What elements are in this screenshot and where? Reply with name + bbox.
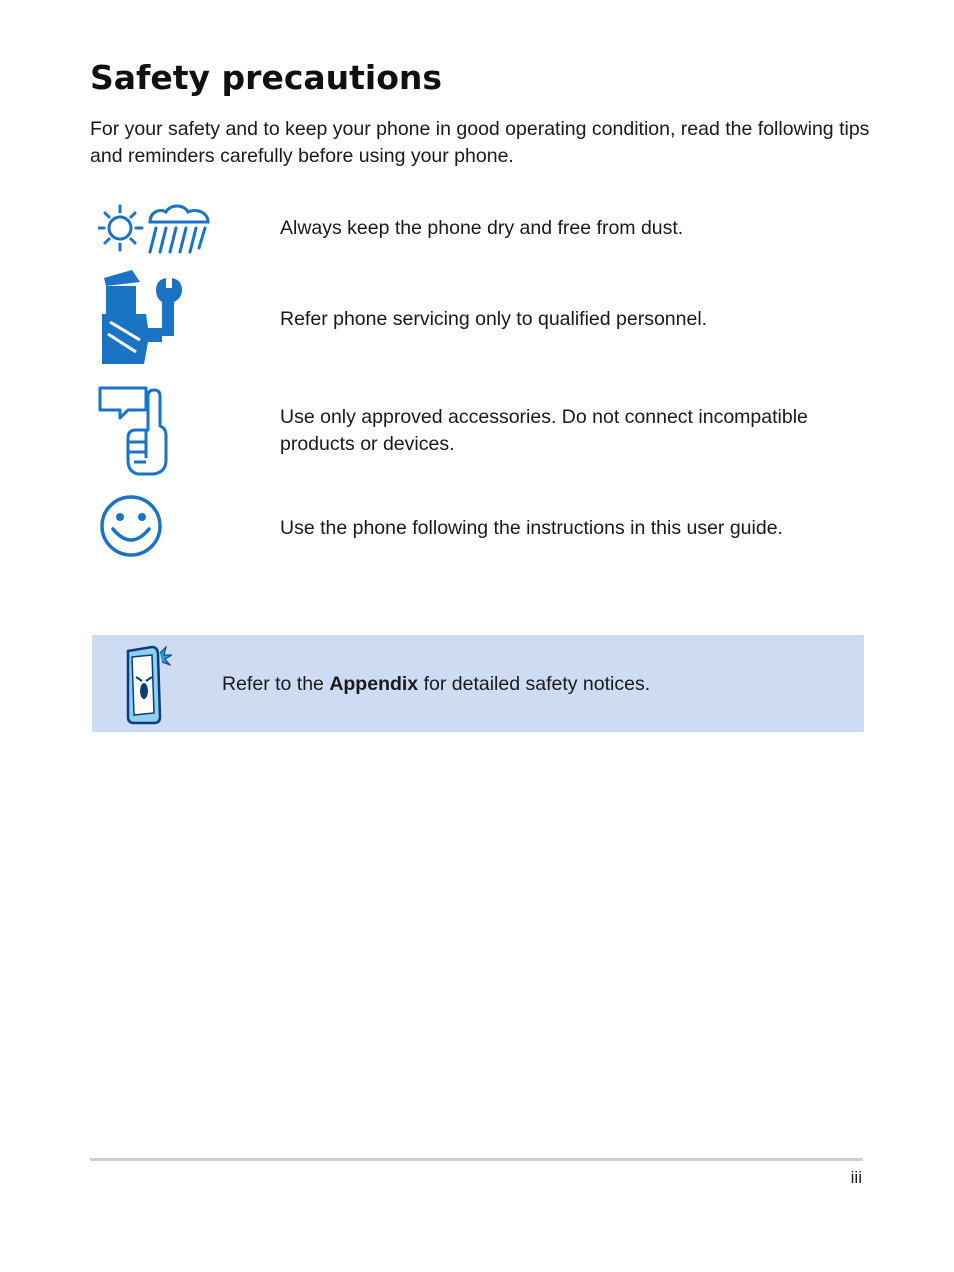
phone-alert-icon <box>122 643 172 730</box>
intro-paragraph: For your safety and to keep your phone in good operating condition, read the following tips and reminders carefully before using your phone. <box>90 118 870 167</box>
note-text <box>222 671 650 698</box>
service-technician-wrench-icon <box>100 268 190 366</box>
smiley-face-icon <box>98 493 164 559</box>
page-number: iii <box>850 1168 862 1187</box>
weather-sun-rain-icon <box>98 200 214 258</box>
note-suffix: for detailed safety notices. <box>418 673 651 695</box>
item-text-accessories: Use only approved accessories. Do not connect incompatible products or devices. <box>280 406 808 455</box>
page-title: Safety precautions <box>90 58 443 97</box>
hand-pointing-speech-icon <box>98 386 170 478</box>
item-text-instructions: Use the phone following the instructions in this user guide. <box>280 517 783 539</box>
note-prefix: Refer to the <box>222 673 330 695</box>
item-text-dry: Always keep the phone dry and free from dust. <box>280 217 684 239</box>
item-text-servicing: Refer phone servicing only to qualified personnel. <box>280 308 708 330</box>
footer-divider <box>90 1158 863 1161</box>
note-box <box>92 635 864 732</box>
appendix-reference: Appendix <box>329 673 419 695</box>
